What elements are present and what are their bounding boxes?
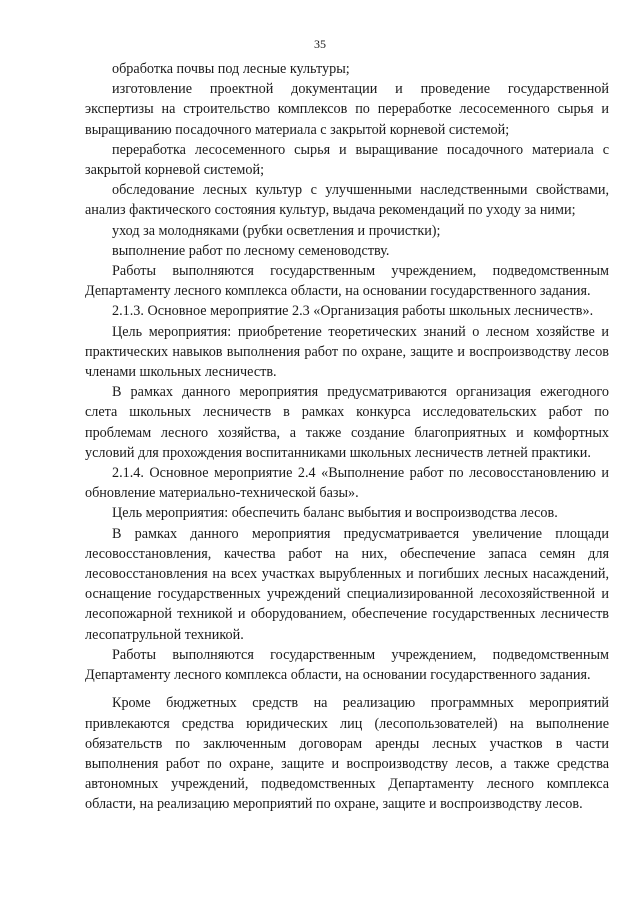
section-heading-2-1-3: 2.1.3. Основное мероприятие 2.3 «Организация работы школьных лесничеств». <box>112 303 594 320</box>
paragraph-project-docs: изготовление проектной документации и проведение государственной экспертизы на строительство комплексов по переработке лесосеменного сырья и выращиванию посадочного материала с закрытой корневой системой; <box>85 81 609 138</box>
page-number: 35 <box>314 37 326 51</box>
paragraph-state-task-1: Работы выполняются государственным учреждением, подведомственным Департаменту лесного комплекса области, на основании государственного задания. <box>85 263 609 300</box>
paragraph-reforestation-measures: В рамках данного мероприятия предусматривается увеличение площади лесовосстановления, качества работ на них, обеспечение запаса семян для лесовосстановления на всех участках вырубленных и погибших лесных насаждений, оснащение государственных учреждений специализированной лесохозяйственной и лесопожарной техникой и оборудованием, обеспечение государственных лесничеств лесопатрульной техникой. <box>85 525 609 643</box>
document-body <box>85 59 609 815</box>
paragraph-extra-funding: Кроме бюджетных средств на реализацию программных мероприятий привлекаются средства юридических лиц (лесопользователей) на выполнение обязательств по заключенным договорам аренды лесных участков в части выполнения работ по охране, защите и воспроизводству лесов, а также средства автономных учреждений, подведомственных Департаменту лесного комплекса области, на реализацию мероприятий по охране, защите и воспроизводству лесов. <box>85 695 609 813</box>
paragraph-goal-school-forestry: Цель мероприятия: приобретение теоретических знаний о лесном хозяйстве и практических навыков выполнения работ по охране, защите и воспроизводству лесов членами школьных лесничеств. <box>85 323 609 381</box>
paragraph-seed-production: выполнение работ по лесному семеноводству. <box>112 242 390 259</box>
paragraph-state-task-2: Работы выполняются государственным учреждением, подведомственным Департаменту лесного комплекса области, на основании государственного задания. <box>85 646 609 684</box>
paragraph-school-rally: В рамках данного мероприятия предусматриваются организация ежегодного слета школьных лесничеств в рамках конкурса исследовательских работ по проблемам лесного хозяйства, а также создание благоприятных и комфортных условий для прохождения воспитанниками школьных лесничеств летней практики. <box>85 384 609 461</box>
paragraph-goal-reforestation: Цель мероприятия: обеспечить баланс выбытия и воспроизводства лесов. <box>112 505 558 522</box>
paragraph-seed-processing: переработка лесосеменного сырья и выращивание посадочного материала с закрытой корневой системой; <box>85 141 609 179</box>
paragraph-crop-survey: обследование лесных культур с улучшенными наследственными свойствами, анализ фактического состояния культур, выдача рекомендаций по уходу за ними; <box>85 182 609 219</box>
paragraph-young-stand-care: уход за молодняками (рубки осветления и прочистки); <box>112 222 441 239</box>
section-heading-2-1-4: 2.1.4. Основное мероприятие 2.4 «Выполнение работ по лесовосстановлению и обновление материально-технической базы». <box>85 465 609 502</box>
paragraph-soil-prep: обработка почвы под лесные культуры; <box>112 61 350 77</box>
